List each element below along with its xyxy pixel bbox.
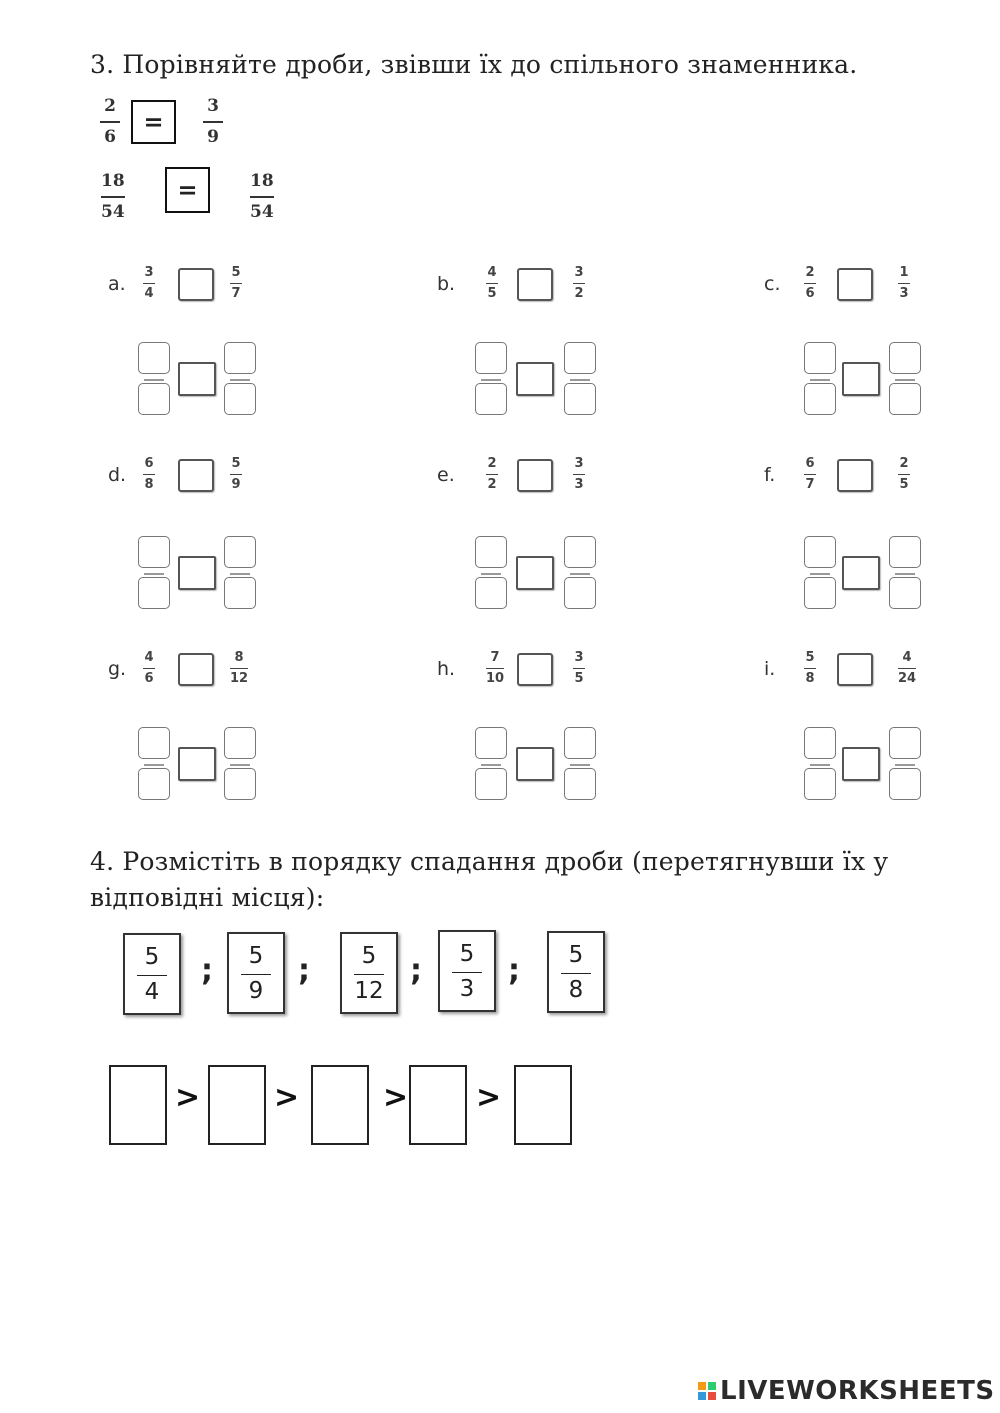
exercise-letter: b. xyxy=(437,273,456,295)
denominator: 3 xyxy=(574,477,584,492)
exercise-right-fraction xyxy=(230,265,242,301)
denominator: 5 xyxy=(487,286,497,301)
fraction-bar xyxy=(143,283,155,284)
fraction-bar xyxy=(230,379,250,381)
denominator: 9 xyxy=(207,127,219,147)
exercise-letter: c. xyxy=(764,273,781,295)
fraction-bar xyxy=(898,474,910,475)
draggable-fraction-card[interactable] xyxy=(227,932,285,1014)
exercise-letter: f. xyxy=(764,464,776,486)
denominator: 7 xyxy=(805,477,815,492)
exercise-letter: i. xyxy=(764,658,776,680)
fraction-bar xyxy=(573,474,585,475)
denominator: 5 xyxy=(574,671,584,686)
denominator: 2 xyxy=(487,477,497,492)
greater-than-sign: > xyxy=(476,1080,502,1115)
compare-sign-input[interactable] xyxy=(517,653,553,686)
fraction-bar xyxy=(804,283,816,284)
exercise-left-fraction xyxy=(804,650,816,686)
separator: ; xyxy=(410,953,422,988)
draggable-fraction-card[interactable] xyxy=(340,932,398,1014)
fraction-bar xyxy=(898,283,910,284)
fraction-bar xyxy=(486,668,504,669)
logo-square xyxy=(698,1382,706,1390)
fraction-bar xyxy=(810,764,830,766)
denominator: 6 xyxy=(805,286,815,301)
separator: ; xyxy=(201,953,213,988)
denominator: 12 xyxy=(230,671,249,686)
fraction-bar xyxy=(481,379,501,381)
working-right-numerator-input[interactable] xyxy=(564,342,596,374)
fraction-bar xyxy=(143,474,155,475)
separator: ; xyxy=(508,953,520,988)
numerator: 3 xyxy=(207,96,219,116)
exercise-right-fraction xyxy=(573,265,585,301)
fraction-bar xyxy=(144,379,164,381)
working-right-denominator-input[interactable] xyxy=(889,383,921,415)
numerator: 18 xyxy=(101,171,125,191)
exercise-right-fraction xyxy=(898,650,916,686)
fraction-bar xyxy=(804,474,816,475)
working-compare-sign-input[interactable] xyxy=(842,747,880,781)
working-right-denominator-input[interactable] xyxy=(889,768,921,800)
numerator: 6 xyxy=(144,456,154,471)
working-right-numerator-input[interactable] xyxy=(564,536,596,568)
denominator: 7 xyxy=(231,286,241,301)
working-right-denominator-input[interactable] xyxy=(564,577,596,609)
working-compare-sign-input[interactable] xyxy=(178,747,216,781)
denominator: 24 xyxy=(898,671,917,686)
working-left-denominator-input[interactable] xyxy=(475,383,507,415)
exercise-right-fraction xyxy=(230,456,242,492)
denominator: 8 xyxy=(805,671,815,686)
fraction-bar xyxy=(895,573,915,575)
working-left-numerator-input[interactable] xyxy=(138,727,170,759)
working-left-denominator-input[interactable] xyxy=(804,768,836,800)
working-right-denominator-input[interactable] xyxy=(564,383,596,415)
working-left-numerator-input[interactable] xyxy=(475,536,507,568)
compare-sign-input[interactable] xyxy=(517,268,553,301)
drop-slot-5[interactable] xyxy=(514,1065,572,1145)
compare-sign-input[interactable] xyxy=(837,268,873,301)
denominator: 4 xyxy=(144,286,154,301)
working-left-denominator-input[interactable] xyxy=(475,577,507,609)
denominator: 4 xyxy=(144,978,160,1005)
fraction-bar xyxy=(810,573,830,575)
fraction-bar xyxy=(570,573,590,575)
working-right-denominator-input[interactable] xyxy=(564,768,596,800)
numerator: 5 xyxy=(459,940,475,967)
working-left-denominator-input[interactable] xyxy=(475,768,507,800)
working-compare-sign-input[interactable] xyxy=(842,556,880,590)
working-compare-sign-input[interactable] xyxy=(842,362,880,396)
fraction-bar xyxy=(486,283,498,284)
logo-square xyxy=(698,1392,706,1400)
denominator: 54 xyxy=(101,202,125,222)
drop-slot-3[interactable] xyxy=(311,1065,369,1145)
working-right-numerator-input[interactable] xyxy=(224,727,256,759)
working-right-denominator-input[interactable] xyxy=(889,577,921,609)
fraction-bar xyxy=(250,196,274,198)
fraction-bar xyxy=(573,283,585,284)
fraction-bar xyxy=(895,379,915,381)
numerator: 3 xyxy=(574,650,584,665)
draggable-fraction-card[interactable] xyxy=(547,931,605,1013)
draggable-fraction-card[interactable] xyxy=(123,933,181,1015)
denominator: 8 xyxy=(568,976,584,1003)
numerator: 5 xyxy=(805,650,815,665)
working-right-numerator-input[interactable] xyxy=(564,727,596,759)
working-left-numerator-input[interactable] xyxy=(804,727,836,759)
working-right-denominator-input[interactable] xyxy=(224,577,256,609)
example1-left-fraction xyxy=(100,96,120,147)
exercise-right-fraction xyxy=(898,265,910,301)
greater-than-sign: > xyxy=(383,1080,409,1115)
working-left-numerator-input[interactable] xyxy=(475,342,507,374)
numerator: 5 xyxy=(248,942,264,969)
numerator: 18 xyxy=(250,171,274,191)
liveworksheets-logo xyxy=(698,1376,995,1406)
example2-sign-box: = xyxy=(165,167,210,213)
greater-than-sign: > xyxy=(274,1080,300,1115)
exercise-letter: d. xyxy=(108,464,127,486)
fraction-bar xyxy=(570,379,590,381)
fraction-bar xyxy=(895,764,915,766)
fraction-bar xyxy=(144,573,164,575)
working-left-numerator-input[interactable] xyxy=(804,342,836,374)
numerator: 6 xyxy=(805,456,815,471)
exercise-left-fraction xyxy=(143,456,155,492)
fraction-bar xyxy=(101,196,125,198)
example1-right-fraction xyxy=(203,96,223,147)
compare-sign-input[interactable] xyxy=(178,268,214,301)
task4-title-line2: відповідні місця): xyxy=(90,883,325,912)
task4-title-line1: 4. Розмістіть в порядку спадання дроби (перетягнувши їх у xyxy=(90,847,889,876)
logo-square xyxy=(708,1382,716,1390)
fraction-bar xyxy=(452,972,482,973)
numerator: 5 xyxy=(231,456,241,471)
fraction-bar xyxy=(203,121,223,123)
fraction-bar xyxy=(143,668,155,669)
denominator: 12 xyxy=(354,977,384,1004)
exercise-right-fraction xyxy=(898,456,910,492)
numerator: 1 xyxy=(899,265,909,280)
numerator: 3 xyxy=(144,265,154,280)
exercise-right-fraction xyxy=(573,456,585,492)
working-left-numerator-input[interactable] xyxy=(804,536,836,568)
numerator: 2 xyxy=(487,456,497,471)
fraction-bar xyxy=(486,474,498,475)
working-left-numerator-input[interactable] xyxy=(138,536,170,568)
numerator: 5 xyxy=(231,265,241,280)
working-left-denominator-input[interactable] xyxy=(804,577,836,609)
greater-than-sign: > xyxy=(175,1080,201,1115)
exercise-right-fraction xyxy=(573,650,585,686)
working-left-denominator-input[interactable] xyxy=(138,383,170,415)
numerator: 3 xyxy=(574,456,584,471)
fraction-bar xyxy=(230,573,250,575)
fraction-bar xyxy=(137,975,167,976)
exercise-letter: a. xyxy=(108,273,126,295)
fraction-bar xyxy=(230,283,242,284)
exercise-left-fraction xyxy=(804,265,816,301)
denominator: 6 xyxy=(144,671,154,686)
fraction-bar xyxy=(144,764,164,766)
exercise-left-fraction xyxy=(143,650,155,686)
working-left-denominator-input[interactable] xyxy=(138,577,170,609)
fraction-bar xyxy=(804,668,816,669)
exercise-letter: g. xyxy=(108,658,127,680)
working-compare-sign-input[interactable] xyxy=(178,556,216,590)
compare-sign-input[interactable] xyxy=(517,459,553,492)
working-compare-sign-input[interactable] xyxy=(516,362,554,396)
denominator: 8 xyxy=(144,477,154,492)
numerator: 4 xyxy=(902,650,912,665)
denominator: 10 xyxy=(486,671,505,686)
logo-mark-icon xyxy=(698,1382,716,1400)
drop-slot-4[interactable] xyxy=(409,1065,467,1145)
exercise-left-fraction xyxy=(486,265,498,301)
denominator: 6 xyxy=(104,127,116,147)
fraction-bar xyxy=(481,764,501,766)
numerator: 4 xyxy=(144,650,154,665)
compare-sign-input[interactable] xyxy=(178,653,214,686)
fraction-bar xyxy=(230,474,242,475)
exercise-left-fraction xyxy=(486,456,498,492)
numerator: 2 xyxy=(899,456,909,471)
fraction-bar xyxy=(230,764,250,766)
working-compare-sign-input[interactable] xyxy=(178,362,216,396)
task3-title: 3. Порівняйте дроби, звівши їх до спільного знаменника. xyxy=(90,50,858,79)
working-compare-sign-input[interactable] xyxy=(516,556,554,590)
logo-square xyxy=(708,1392,716,1400)
working-left-denominator-input[interactable] xyxy=(138,768,170,800)
numerator: 5 xyxy=(144,943,160,970)
fraction-bar xyxy=(573,668,585,669)
numerator: 4 xyxy=(487,265,497,280)
numerator: 7 xyxy=(490,650,500,665)
denominator: 2 xyxy=(574,286,584,301)
fraction-bar xyxy=(241,974,271,975)
denominator: 9 xyxy=(248,977,264,1004)
exercise-left-fraction xyxy=(143,265,155,301)
exercise-left-fraction xyxy=(804,456,816,492)
denominator: 3 xyxy=(899,286,909,301)
example2-right-fraction xyxy=(250,171,274,222)
exercise-right-fraction xyxy=(230,650,248,686)
working-left-denominator-input[interactable] xyxy=(804,383,836,415)
numerator: 3 xyxy=(574,265,584,280)
numerator: 2 xyxy=(805,265,815,280)
numerator: 2 xyxy=(104,96,116,116)
exercise-letter: h. xyxy=(437,658,456,680)
draggable-fraction-card[interactable] xyxy=(438,930,496,1012)
fraction-bar xyxy=(898,668,916,669)
fraction-bar xyxy=(100,121,120,123)
working-right-numerator-input[interactable] xyxy=(889,727,921,759)
denominator: 3 xyxy=(459,975,475,1002)
numerator: 5 xyxy=(361,942,377,969)
compare-sign-input[interactable] xyxy=(837,653,873,686)
exercise-left-fraction xyxy=(486,650,504,686)
working-compare-sign-input[interactable] xyxy=(516,747,554,781)
working-left-numerator-input[interactable] xyxy=(138,342,170,374)
separator: ; xyxy=(298,953,310,988)
fraction-bar xyxy=(230,668,248,669)
denominator: 9 xyxy=(231,477,241,492)
drop-slot-1[interactable] xyxy=(109,1065,167,1145)
drop-slot-2[interactable] xyxy=(208,1065,266,1145)
working-right-denominator-input[interactable] xyxy=(224,768,256,800)
brand-name: LIVEWORKSHEETS xyxy=(720,1376,995,1406)
working-right-numerator-input[interactable] xyxy=(889,536,921,568)
fraction-bar xyxy=(354,974,384,975)
compare-sign-input[interactable] xyxy=(837,459,873,492)
working-right-denominator-input[interactable] xyxy=(224,383,256,415)
working-right-numerator-input[interactable] xyxy=(224,342,256,374)
working-right-numerator-input[interactable] xyxy=(889,342,921,374)
denominator: 5 xyxy=(899,477,909,492)
working-right-numerator-input[interactable] xyxy=(224,536,256,568)
numerator: 5 xyxy=(568,941,584,968)
compare-sign-input[interactable] xyxy=(178,459,214,492)
working-left-numerator-input[interactable] xyxy=(475,727,507,759)
exercise-letter: e. xyxy=(437,464,455,486)
denominator: 54 xyxy=(250,202,274,222)
fraction-bar xyxy=(481,573,501,575)
fraction-bar xyxy=(561,973,591,974)
fraction-bar xyxy=(810,379,830,381)
numerator: 8 xyxy=(234,650,244,665)
fraction-bar xyxy=(570,764,590,766)
example2-left-fraction xyxy=(101,171,125,222)
example1-sign-box: = xyxy=(131,100,176,144)
